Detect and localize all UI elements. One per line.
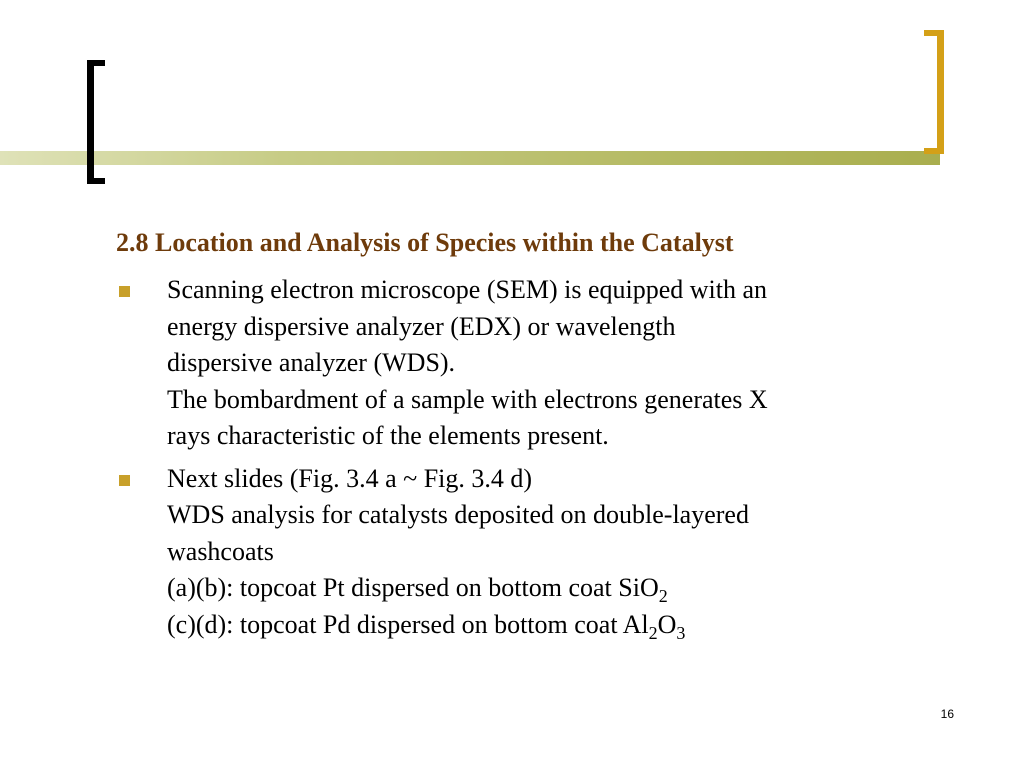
bullet-line: dispersive analyzer (WDS). (167, 348, 456, 377)
subscript: 2 (658, 586, 668, 606)
right-bracket-decoration (924, 30, 944, 154)
left-bracket-decoration (87, 60, 105, 184)
square-bullet-icon (119, 286, 130, 297)
formula-line-al2o3 (167, 607, 976, 644)
bullet-line: rays characteristic of the elements present. (167, 421, 609, 450)
bullet-line: Scanning electron microscope (SEM) is equipped with an (167, 275, 768, 304)
bullet-line: WDS analysis for catalysts deposited on double-layered (167, 500, 749, 529)
formula-line-sio2 (167, 570, 976, 607)
subscript: 3 (676, 622, 686, 643)
formula-text: (c)(d): topcoat Pd dispersed on bottom coat Al (167, 609, 649, 639)
bullet-list (116, 272, 976, 649)
bullet-item-next-slides (116, 461, 976, 644)
slide-title: 2.8 Location and Analysis of Species within the Catalyst (116, 228, 734, 257)
bullet-line: The bombardment of a sample with electrons generates X (167, 384, 768, 414)
formula-text: O (657, 609, 677, 639)
page-number: 16 (940, 707, 954, 721)
decorative-band (0, 151, 940, 165)
bullet-line: washcoats (167, 536, 274, 566)
subscript: 2 (648, 622, 658, 643)
bullet-item-sem (116, 272, 976, 455)
square-bullet-icon (119, 475, 130, 486)
bullet-line: Next slides (Fig. 3.4 a ~ Fig. 3.4 d) (167, 463, 533, 493)
formula-text: (a)(b): topcoat Pt dispersed on bottom coat SiO (167, 573, 659, 602)
bullet-line: energy dispersive analyzer (EDX) or wavelength (167, 311, 676, 341)
